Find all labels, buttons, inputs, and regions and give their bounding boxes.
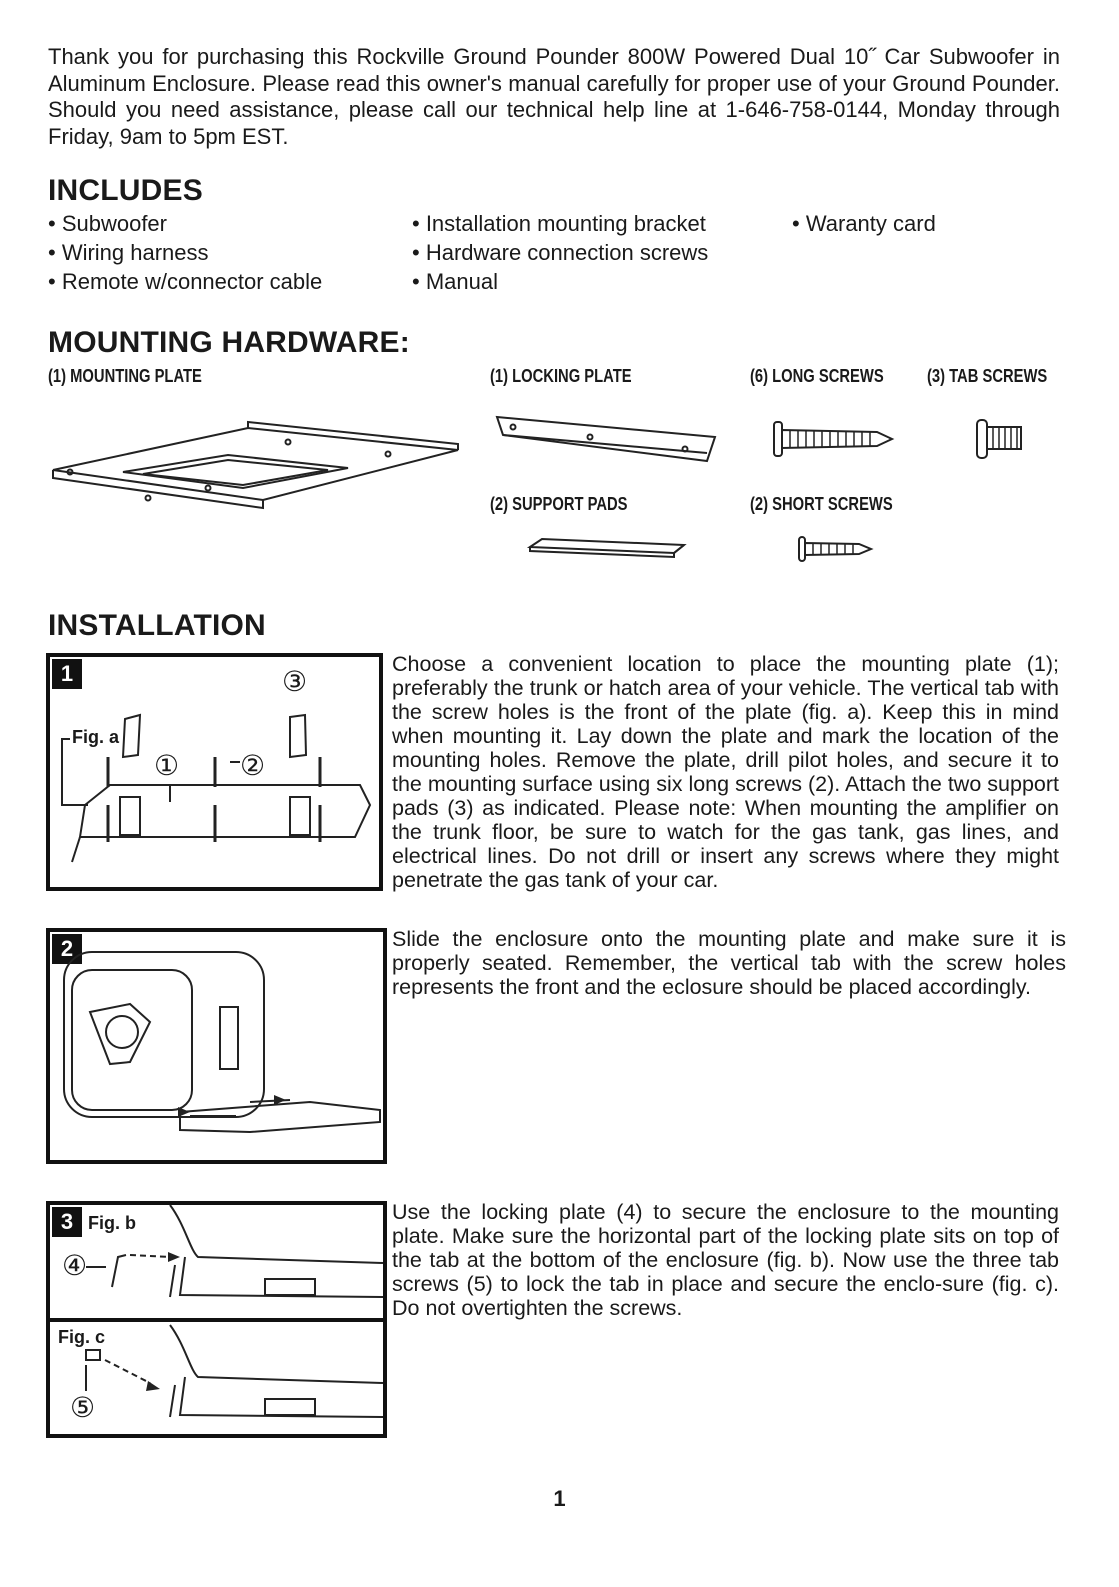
step-number: 1: [52, 659, 82, 689]
includes-col-2: [412, 209, 708, 296]
tab-screws-caption: (3) TAB SCREWS: [927, 366, 1048, 386]
step-2-figure: [46, 928, 387, 1164]
short-screw-icon: [797, 535, 875, 565]
support-pad-illustration: [528, 537, 688, 559]
mounting-plate-illustration: [48, 410, 468, 515]
long-screw-icon: [772, 420, 897, 460]
step-number: 2: [52, 934, 82, 964]
installation-heading: INSTALLATION: [48, 609, 266, 642]
list-item: • Waranty card: [792, 211, 936, 236]
long-screws-caption: (6) LONG SCREWS: [750, 366, 884, 386]
includes-heading: INCLUDES: [48, 174, 203, 207]
list-item: • Installation mounting bracket: [412, 211, 706, 236]
includes-col-1: [48, 209, 322, 296]
includes-col-3: [792, 209, 936, 238]
short-screws-caption: (2) SHORT SCREWS: [750, 494, 893, 514]
subwoofer-enclosure-illustration: [50, 932, 383, 1160]
intro-paragraph: Thank you for purchasing this Rockville Ground Pounder 800W Powered Dual 10˝ Car Subwoofer in Aluminum Enclosure. Please read this owner's manual carefully for proper use of your Ground Pounder. Should you need assistance, please call our technical help line at 1-646-758-0144, Monday through Friday, 9am to 5pm EST.: [48, 44, 1060, 149]
hardware-heading: MOUNTING HARDWARE:: [48, 326, 410, 359]
list-item: • Remote w/connector cable: [48, 269, 323, 294]
fig-c-label: Fig. c: [58, 1327, 106, 1347]
callout-3: ③: [282, 666, 308, 697]
list-item: • Manual: [412, 269, 498, 294]
list-item: • Wiring harness: [48, 240, 209, 265]
tab-screw-icon: [975, 418, 1025, 460]
locking-plate-illustration: [495, 415, 720, 465]
step-3-figure: [46, 1201, 387, 1438]
fig-a-label: Fig. a: [72, 727, 120, 747]
list-item: • Hardware connection screws: [412, 240, 709, 265]
list-item: • Subwoofer: [48, 211, 167, 236]
step-1-figure: [46, 653, 383, 891]
callout-5: ⑤: [70, 1392, 96, 1423]
fig-b-label: Fig. b: [88, 1213, 136, 1233]
step-2-text: Slide the enclosure onto the mounting plate and make sure it is properly seated. Remember, the vertical tab with the screw holes represents the front and the eclosure should be placed accordingly.: [392, 927, 1066, 999]
mounting-plate-caption: (1) MOUNTING PLATE: [48, 366, 202, 386]
callout-2: ②: [240, 750, 266, 781]
locking-plate-caption: (1) LOCKING PLATE: [490, 366, 632, 386]
support-pads-caption: (2) SUPPORT PADS: [490, 494, 628, 514]
callout-4: ④: [62, 1250, 88, 1281]
callout-1: ①: [154, 750, 180, 781]
step-1-text: Choose a convenient location to place the mounting plate (1); preferably the trunk or hatch area of your vehicle. The vertical tab with the screw holes is the front of the plate (fig. a). Keep this in mind when mounting it. Lay down the plate and mark the location of the mounting holes. Remove the plate, drill pilot holes, and secure it to the mounting surface using six long screws (2). Attach the two support pads (3) as indicated. Please note: When mounting the amplifier on the trunk floor, be sure to watch for the gas tank, gas lines, and electrical lines. Do not drill or insert any screws where they might penetrate the gas tank of your car.: [392, 652, 1059, 892]
step-3-text: Use the locking plate (4) to secure the enclosure to the mounting plate. Make sure the horizontal part of the locking plate sits on top of the tab at the bottom of the enclosure (fig. b). Now use the three tab screws (5) to lock the tab in place and secure the enclo-sure (fig. c). Do not overtighten the screws.: [392, 1200, 1059, 1320]
step-number: 3: [52, 1207, 82, 1237]
page-number: 1: [553, 1486, 566, 1511]
